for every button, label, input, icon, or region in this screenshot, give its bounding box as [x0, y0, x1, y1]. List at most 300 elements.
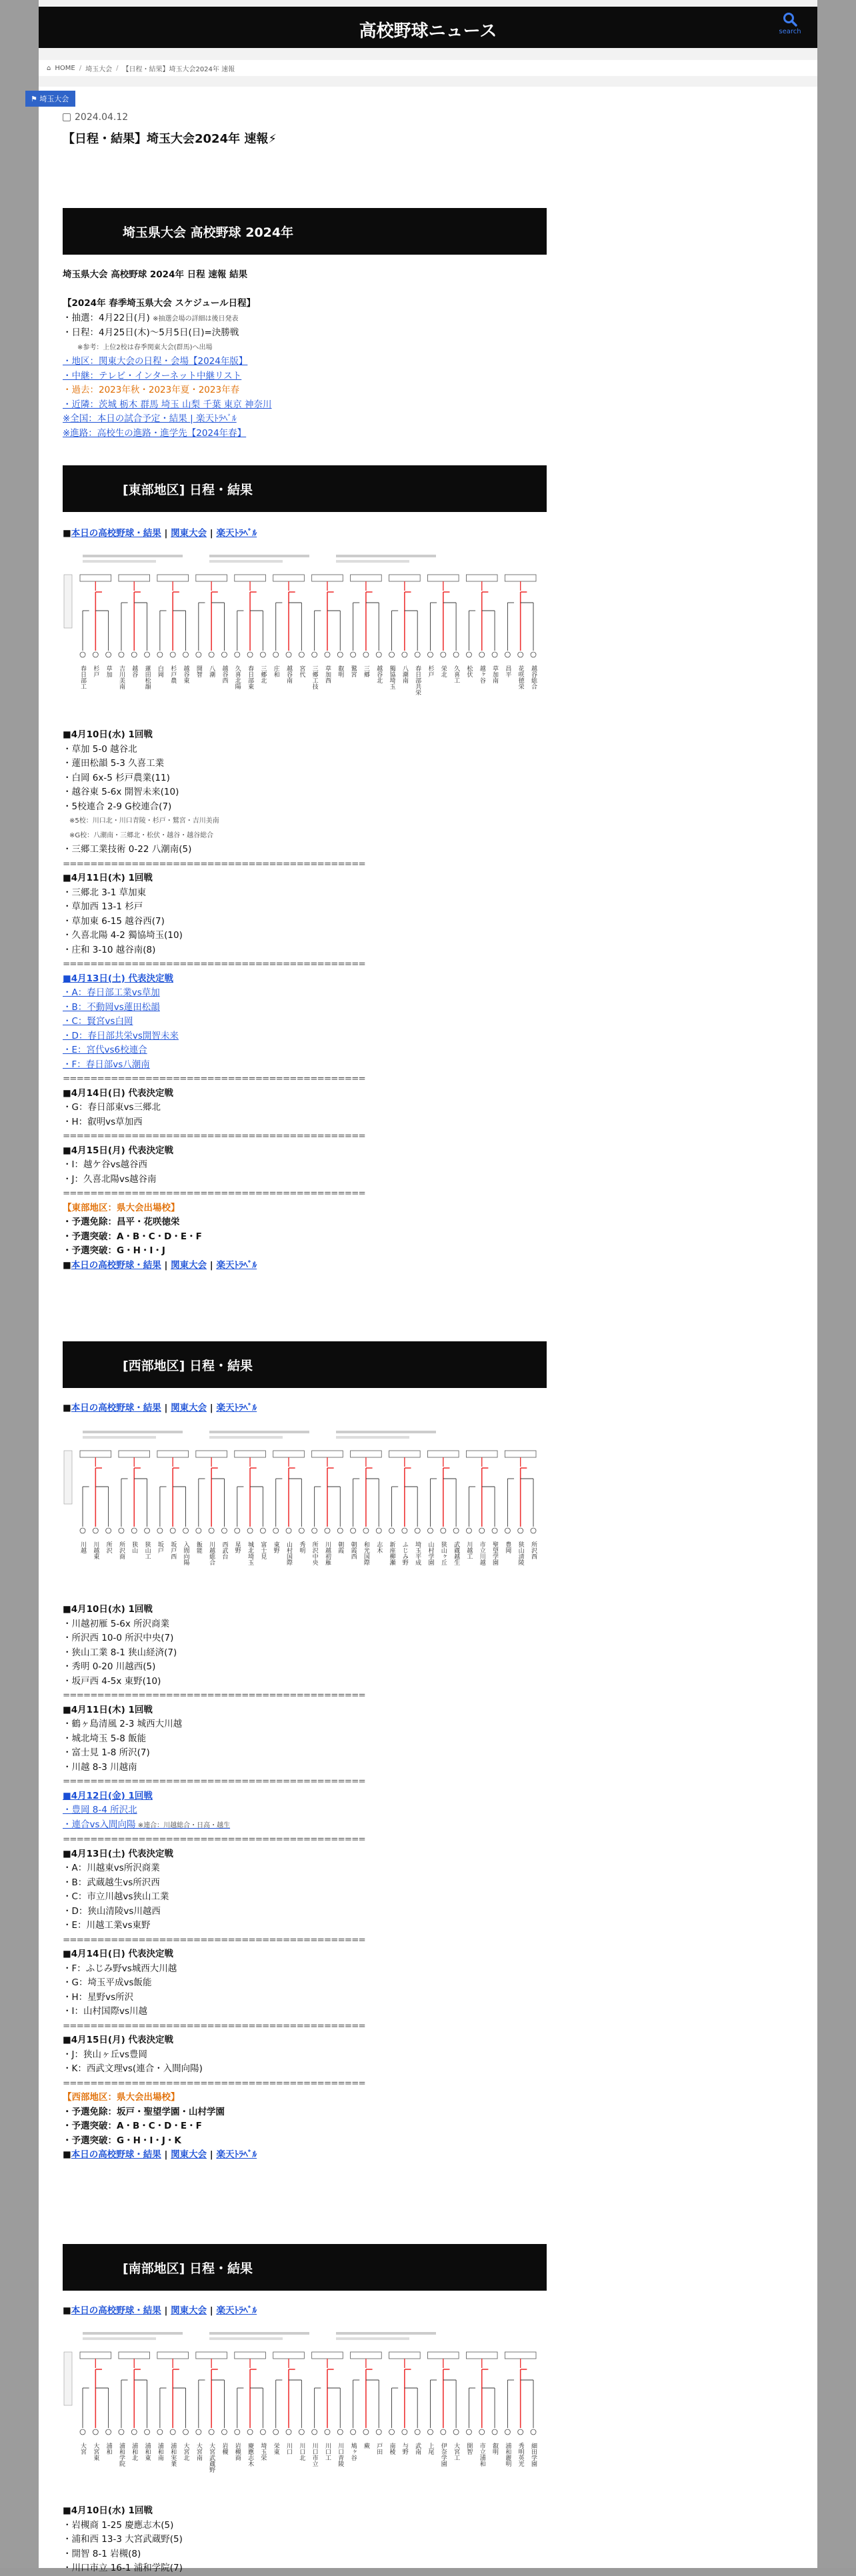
team-name: 入間向陽: [182, 1541, 189, 1565]
team-name: 飯能: [195, 1541, 202, 1553]
bracket-seed-marker: [183, 652, 189, 657]
schedule-day-title: ■4月13日(土) 代表決定戦: [63, 973, 173, 984]
bracket-header-note: [336, 1436, 409, 1439]
bracket-seed-marker: [260, 652, 265, 657]
breadcrumb-current: 【日程・結果】埼玉大会2024年 速報: [122, 65, 235, 73]
bracket-seed-marker: [209, 2429, 214, 2435]
team-name: 越ヶ谷: [478, 665, 485, 683]
link-kanto[interactable]: 関東大会: [171, 528, 207, 539]
bracket-seed-marker: [505, 2429, 510, 2435]
team-name: 蕨: [362, 2443, 369, 2449]
bracket-group-box: [427, 575, 459, 581]
game-result: ・H：星野vs所沢: [63, 1991, 134, 2003]
game-result: ・A：春日部工業vs草加: [63, 987, 160, 998]
team-name: 坂戸: [156, 1541, 163, 1553]
schedule-day-title: ■4月10日(水) 1回戦: [63, 2505, 153, 2516]
team-name: 所沢西: [530, 1541, 537, 1559]
qualifier-line: ・予選免除：昌平・花咲徳栄: [63, 1217, 180, 1227]
bracket-group-box: [389, 1451, 421, 1457]
bracket-seed-marker: [479, 1528, 485, 1533]
home-icon: ⌂: [47, 64, 51, 72]
game-result: ・J：狭山ヶ丘vs豊岡: [63, 2049, 148, 2060]
qualifier-title: 【東部地区：県大会出場校】: [63, 1202, 180, 1213]
bracket-seed-marker: [531, 1528, 536, 1533]
bracket-seed-marker: [453, 652, 459, 657]
bracket-seed-marker: [106, 652, 111, 657]
schedule-day-title: ■4月15日(月) 代表決定戦: [63, 1145, 173, 1156]
bracket-region-label: [64, 2352, 72, 2405]
bracket-seed-marker: [363, 2429, 369, 2435]
game-result: ・川越 8-3 川越南: [63, 1761, 137, 1773]
team-name: 白岡: [156, 665, 163, 677]
tag-icon: ⚑: [31, 95, 40, 103]
bracket-group-box: [119, 2352, 150, 2359]
intro-note: ※抽選会場の詳細は後日発表: [153, 315, 239, 323]
bracket-group-box: [273, 1451, 305, 1457]
team-name: 開智: [465, 2443, 473, 2455]
schedule-title: 【2024年 春季埼玉県大会 スケジュール日程】: [63, 298, 256, 309]
bracket-seed-marker: [260, 2429, 265, 2435]
breadcrumb-category[interactable]: 埼玉大会: [85, 65, 113, 73]
bracket-group-box: [80, 2352, 111, 2359]
bracket-group-box: [196, 575, 227, 581]
section-heading-east: [東部地区] 日程・結果: [63, 465, 547, 512]
bracket-seed-marker: [145, 2429, 150, 2435]
qualifier-line: ・予選免除：坂戸・聖望学園・山村学園: [63, 2106, 225, 2117]
divider: ============================================: [63, 2020, 365, 2031]
bracket-group-box: [80, 575, 111, 581]
bracket-seed-marker: [415, 1528, 420, 1533]
team-name: 久喜工: [453, 665, 460, 683]
bracket-header-note: [209, 555, 309, 557]
game-result: ・D：狭山清陵vs川越西: [63, 1905, 161, 1917]
bracket-seed-marker: [221, 2429, 227, 2435]
bracket-group-box: [119, 575, 150, 581]
article-title: 【日程・結果】埼玉大会2024年 速報⚡: [63, 132, 277, 146]
bracket-seed-marker: [351, 2429, 356, 2435]
intro-block: [63, 268, 569, 441]
team-name: 松伏: [465, 665, 473, 677]
team-name: 杉戸: [92, 665, 99, 677]
left-gutter: [0, 0, 39, 2568]
intro-line-text: ・抽選：4月22日(月): [63, 312, 150, 323]
link-rakuten[interactable]: 楽天ﾄﾗﾍﾞﾙ: [216, 2305, 257, 2316]
bracket-seed-marker: [157, 2429, 163, 2435]
bracket-seed-marker: [389, 1528, 395, 1533]
bracket-seed-marker: [337, 2429, 343, 2435]
team-name: 埼玉栄: [259, 2443, 267, 2461]
schedule-day-title: ■4月14日(日) 代表決定戦: [63, 1949, 173, 1959]
team-name: 三郷工技: [311, 665, 318, 689]
team-name: 山村学園: [427, 1541, 434, 1565]
team-name: 浦和: [105, 2443, 112, 2455]
team-name: 狭山: [131, 1541, 138, 1553]
section-heading-south: [南部地区] 日程・結果: [63, 2244, 547, 2291]
team-name: 春日部東: [247, 665, 254, 689]
bracket-group-box: [273, 575, 305, 581]
link-kanto[interactable]: 関東大会: [171, 1403, 207, 1413]
game-result: ・川口市立 16-1 浦和学院(7): [63, 2563, 183, 2573]
team-name: 浦和南: [156, 2443, 163, 2461]
bracket-group-box: [312, 575, 343, 581]
bracket-seed-marker: [363, 652, 369, 657]
divider: ============================================: [63, 1690, 365, 1701]
game-result: ・F：ふじみ野vs城西大川越: [63, 1963, 177, 1974]
team-name: 川越総合: [208, 1541, 215, 1565]
bracket-seed-marker: [453, 2429, 459, 2435]
team-name: 戸田: [375, 2443, 383, 2455]
search-icon: [783, 12, 797, 27]
bracket-group-box: [80, 1451, 111, 1457]
team-name: 城北埼玉: [247, 1541, 254, 1565]
team-name: 川口: [285, 2443, 293, 2455]
bracket-header-note: [336, 560, 409, 563]
team-name: 花咲徳栄: [517, 665, 524, 689]
game-result: ・E：川越工業vs東野: [63, 1920, 151, 1931]
right-gutter: [817, 0, 856, 2568]
bracket-seed-marker: [235, 652, 240, 657]
schedule-day-title: ■4月10日(水) 1回戦: [63, 1604, 153, 1615]
team-name: 岩槻: [221, 2443, 228, 2455]
team-name: 杉戸: [427, 665, 434, 677]
link-today[interactable]: 本日の高校野球・結果: [71, 1259, 161, 1271]
bracket-seed-marker: [221, 652, 227, 657]
team-name: 浦和北: [131, 2443, 138, 2461]
bracket-seed-marker: [427, 2429, 433, 2435]
quick-links: ■本日の高校野球・結果 | 関東大会 | 楽天ﾄﾗﾍﾞﾙ: [63, 2149, 257, 2160]
bracket-seed-marker: [337, 1528, 343, 1533]
team-name: 春日部工: [79, 665, 86, 689]
team-name: 越谷: [131, 665, 138, 677]
team-name: 川口北: [298, 2443, 305, 2461]
game-result: ・連合vs入間向陽 ※連合：川越総合・日高・越生: [63, 1819, 231, 1830]
bracket-seed-marker: [286, 652, 291, 657]
link-rakuten[interactable]: 楽天ﾄﾗﾍﾞﾙ: [216, 2149, 257, 2160]
team-name: 志木: [375, 1541, 383, 1553]
bracket-seed-marker: [492, 652, 497, 657]
game-note: ※5校：川口北・川口青陵・杉戸・鷲宮・吉川美南: [69, 817, 219, 825]
bracket-group-box: [119, 1451, 150, 1457]
bracket-seed-marker: [93, 2429, 98, 2435]
team-name: 越谷南: [285, 665, 293, 683]
team-name: 叡明: [491, 2443, 499, 2455]
calendar-icon: [63, 113, 71, 121]
bracket-seed-marker: [518, 1528, 523, 1533]
team-name: 浦和学院: [117, 2443, 125, 2467]
game-result: ・浦和西 13-3 大宮武蔵野(5): [63, 2534, 183, 2545]
bracket-header-note: [83, 1431, 183, 1433]
team-name: 川越工: [465, 1541, 473, 1559]
bracket-seed-marker: [402, 1528, 407, 1533]
bracket-group-box: [389, 2352, 421, 2359]
bracket-header-note: [209, 1436, 283, 1439]
bracket-header-note: [83, 2337, 156, 2340]
bracket-seed-marker: [325, 1528, 330, 1533]
bracket-header-note: [209, 1431, 309, 1433]
site-title[interactable]: 高校野球ニュース: [359, 21, 497, 41]
bracket-group-box: [312, 2352, 343, 2359]
bracket-header-note: [209, 2337, 283, 2340]
game-result: ・三郷工業技術 0-22 八潮南(5): [63, 844, 192, 855]
team-name: 久喜北陽: [233, 665, 241, 689]
bracket-seed-marker: [299, 652, 304, 657]
quick-links: ■本日の高校野球・結果 | 関東大会 | 楽天ﾄﾗﾍﾞﾙ: [63, 1259, 257, 1271]
team-name: 岩槻商: [233, 2443, 241, 2461]
team-name: 朝霞西: [349, 1541, 357, 1559]
game-result: ・B：武蔵越生vs所沢西: [63, 1877, 160, 1888]
game-result: ・富士見 1-8 所沢(7): [63, 1747, 150, 1758]
quick-links: ■本日の高校野球・結果 | 関東大会 | 楽天ﾄﾗﾍﾞﾙ: [63, 528, 257, 539]
game-result: ・草加 5-0 越谷北: [63, 743, 137, 755]
bracket-group-box: [312, 1451, 343, 1457]
intro-link[interactable]: ・過去：2023年秋・2023年夏・2023年春: [63, 385, 240, 395]
bracket-seed-marker: [80, 652, 85, 657]
west-schedule: [63, 1603, 569, 2163]
team-name: 越谷東: [182, 665, 189, 683]
team-name: 市立浦和: [478, 2443, 485, 2467]
bracket-seed-marker: [505, 1528, 510, 1533]
team-name: 春日部共栄: [414, 665, 421, 695]
team-name: 和光国際: [362, 1541, 369, 1565]
team-name: 八潮南: [401, 665, 408, 683]
bracket-seed-marker: [286, 1528, 291, 1533]
qualifier-line: ・予選突破：A・B・C・D・E・F: [63, 2121, 202, 2131]
game-result: ・庄和 3-10 越谷南(8): [63, 944, 156, 955]
game-note: ※G校：八潮南・三郷北・松伏・越谷・越谷総合: [69, 831, 214, 839]
bracket-seed-marker: [299, 1528, 304, 1533]
team-name: 新座柳瀬: [388, 1541, 395, 1565]
bracket-seed-marker: [260, 1528, 265, 1533]
game-result: ・E：宮代vs6校連合: [63, 1045, 147, 1055]
bracket-seed-marker: [119, 652, 124, 657]
team-name: 庄和: [272, 665, 279, 677]
bracket-seed-marker: [427, 1528, 433, 1533]
bracket-seed-marker: [196, 2429, 201, 2435]
game-result: ・白岡 6x-5 杉戸農業(11): [63, 772, 170, 783]
bracket-region-label: [64, 575, 72, 628]
divider: ============================================: [63, 2077, 365, 2089]
team-name: 開智: [195, 665, 202, 677]
bracket-group-box: [273, 2352, 305, 2359]
bracket-group-box: [389, 575, 421, 581]
game-result: ・G：春日部東vs三郷北: [63, 1102, 161, 1113]
bracket-group-box: [466, 2352, 497, 2359]
intro-lead: 埼玉県大会 高校野球 2024年 日程 速報 結果: [63, 269, 248, 280]
team-name: 狭山清陵: [517, 1541, 524, 1565]
game-result: ・久喜北陽 4-2 獨協埼玉(10): [63, 930, 183, 941]
team-name: 越谷西: [221, 665, 228, 683]
schedule-day-title: ■4月11日(木) 1回戦: [63, 873, 153, 883]
bracket-seed-marker: [531, 2429, 536, 2435]
bracket-seed-marker: [131, 652, 137, 657]
bracket-seed-marker: [170, 2429, 175, 2435]
team-name: 南稜: [388, 2443, 395, 2455]
team-name: 浦和麗明: [504, 2443, 511, 2467]
game-result: ・I：越ケ谷vs越谷西: [63, 1159, 148, 1170]
link-today[interactable]: 本日の高校野球・結果: [71, 2149, 161, 2160]
game-result: ・坂戸西 4-5x 東野(10): [63, 1675, 161, 1687]
team-name: 市立川越: [478, 1541, 485, 1565]
bracket-group-box: [505, 2352, 536, 2359]
team-name: 所沢中央: [311, 1541, 318, 1565]
team-name: 大宮東: [92, 2443, 99, 2461]
team-name: 草加南: [491, 665, 499, 683]
bracket-group-box: [196, 2352, 227, 2359]
team-name: 浦和東: [143, 2443, 151, 2461]
game-result: ・B：不動岡vs蓮田松韻: [63, 1001, 160, 1013]
link-rakuten[interactable]: 楽天ﾄﾗﾍﾞﾙ: [216, 1259, 257, 1271]
team-name: 栄北: [439, 665, 447, 677]
quick-links: ■本日の高校野球・結果 | 関東大会 | 楽天ﾄﾗﾍﾞﾙ: [63, 1403, 257, 1413]
bracket-seed-marker: [145, 652, 150, 657]
bracket-seed-marker: [518, 2429, 523, 2435]
team-name: 埼玉平成: [414, 1541, 421, 1565]
team-name: 八潮: [208, 665, 215, 677]
divider: ============================================: [63, 858, 365, 869]
bracket-seed-marker: [466, 1528, 471, 1533]
team-name: 大宮南: [195, 2443, 202, 2461]
search-button[interactable]: [773, 12, 807, 35]
bracket-seed-marker: [80, 2429, 85, 2435]
bracket-seed-marker: [247, 1528, 253, 1533]
game-result: ・蓮田松韻 5-3 久喜工業: [63, 758, 165, 769]
divider: ============================================: [63, 1776, 365, 1787]
intro-link[interactable]: ※全国：本日の試合予定・結果 | 楽天ﾄﾗﾍﾞﾙ: [63, 413, 237, 424]
game-result: ・C：賢宮vs白岡: [63, 1016, 133, 1027]
bracket-group-box: [235, 1451, 266, 1457]
category-tag-label: 埼玉大会: [39, 95, 69, 103]
bracket-seed-marker: [247, 652, 253, 657]
team-name: 富士見: [259, 1541, 267, 1559]
team-name: 獨協埼玉: [388, 665, 395, 689]
bracket-seed-marker: [170, 1528, 175, 1533]
bracket-group-box: [351, 1451, 382, 1457]
team-name: 浦和実業: [169, 2443, 177, 2467]
page-body: [31, 0, 817, 2573]
team-name: 東野: [272, 1541, 279, 1553]
team-name: 慶應志木: [247, 2443, 254, 2467]
bracket-group-box: [466, 1451, 497, 1457]
game-result: ・草加東 6-15 越谷西(7): [63, 915, 165, 927]
team-name: 叡明: [337, 665, 344, 677]
link-rakuten[interactable]: 楽天ﾄﾗﾍﾞﾙ: [216, 528, 257, 539]
link-kanto[interactable]: 関東大会: [171, 2305, 207, 2316]
schedule-day-title: ■4月12日(金) 1回戦: [63, 1790, 153, 1801]
bracket-seed-marker: [376, 1528, 381, 1533]
team-name: 川口市立: [311, 2443, 318, 2467]
bracket-group-box: [196, 1451, 227, 1457]
bracket-seed-marker: [286, 2429, 291, 2435]
team-name: 豊岡: [504, 1541, 511, 1553]
south-links: [63, 2304, 569, 2319]
schedule-day-title: ■4月11日(木) 1回戦: [63, 1704, 153, 1715]
link-today[interactable]: 本日の高校野球・結果: [71, 528, 161, 539]
bracket-seed-marker: [235, 1528, 240, 1533]
intro-link[interactable]: ・地区：関東大会の日程・会場【2024年版】: [63, 356, 248, 367]
bracket-seed-marker: [93, 1528, 98, 1533]
bracket-seed-marker: [479, 2429, 485, 2435]
team-name: 越谷総合: [530, 665, 537, 689]
intro-link[interactable]: ※進路：高校生の進路・進学先【2024年春】: [63, 427, 247, 439]
bracket-seed-marker: [466, 2429, 471, 2435]
south-schedule: [63, 2504, 569, 2576]
bracket-seed-marker: [145, 1528, 150, 1533]
team-name: 朝霞: [337, 1541, 344, 1553]
west-bracket: [63, 1427, 547, 1593]
bracket-header-note: [336, 2337, 409, 2340]
link-today[interactable]: 本日の高校野球・結果: [71, 2305, 161, 2316]
bracket-group-box: [505, 575, 536, 581]
bracket-seed-marker: [492, 2429, 497, 2435]
game-result: ・鶴ヶ島清風 2-3 城西大川越: [63, 1719, 183, 1729]
bracket-seed-marker: [415, 652, 420, 657]
game-result: ・G：埼玉平成vs飯能: [63, 1977, 152, 1988]
team-name: 宮代: [298, 665, 305, 677]
link-rakuten[interactable]: 楽天ﾄﾗﾍﾞﾙ: [216, 1403, 257, 1413]
team-name: 越谷北: [375, 665, 383, 683]
link-today[interactable]: 本日の高校野球・結果: [71, 1403, 161, 1413]
team-name: 三郷: [362, 665, 369, 677]
bracket-seed-marker: [312, 652, 317, 657]
bracket-seed-marker: [337, 652, 343, 657]
game-result: ・越谷東 5-6x 開智未来(10): [63, 787, 179, 797]
intro-link[interactable]: ・近隣：茨城 栃木 群馬 埼玉 山梨 千葉 東京 神奈川: [63, 399, 272, 410]
bracket-seed-marker: [441, 1528, 446, 1533]
bracket-seed-marker: [106, 2429, 111, 2435]
category-tag[interactable]: [25, 91, 75, 107]
team-name: 大宮北: [182, 2443, 189, 2461]
link-kanto[interactable]: 関東大会: [171, 1259, 207, 1271]
section-heading-intro: 埼玉県大会 高校野球 2024年: [63, 208, 547, 255]
divider: ============================================: [63, 1131, 365, 1141]
post-date-text: 2024.04.12: [75, 112, 129, 123]
east-links: [63, 527, 569, 541]
intro-line: ・日程：4月25日(木)〜5月5日(日)=決勝戦: [63, 327, 239, 338]
bracket-seed-marker: [209, 652, 214, 657]
bracket-seed-marker: [479, 652, 485, 657]
bracket-group-box: [351, 575, 382, 581]
link-kanto[interactable]: 関東大会: [171, 2149, 207, 2160]
divider: ============================================: [63, 1834, 365, 1845]
bracket-seed-marker: [119, 1528, 124, 1533]
bracket-seed-marker: [389, 652, 395, 657]
intro-link[interactable]: ・中継：テレビ・インターネット中継リスト: [63, 370, 242, 381]
section-heading-west: [西部地区] 日程・結果: [63, 1341, 547, 1388]
bracket-header-note: [209, 2332, 309, 2335]
schedule-day-title: ■4月13日(土) 代表決定戦: [63, 1848, 173, 1859]
team-name: 細田学園: [530, 2443, 537, 2467]
team-name: 狭山工: [143, 1541, 151, 1559]
bracket-seed-marker: [312, 2429, 317, 2435]
team-name: 吉川美南: [117, 665, 125, 689]
schedule-day-title: ■4月15日(月) 代表決定戦: [63, 2035, 173, 2045]
breadcrumb-home[interactable]: HOME: [55, 64, 75, 72]
bracket-seed-marker: [157, 652, 163, 657]
team-name: 武蔵越生: [453, 1541, 460, 1565]
team-name: 大宮: [79, 2443, 86, 2455]
team-name: 川越東: [92, 1541, 99, 1559]
qualifier-line: ・予選突破：G・H・I・J: [63, 1245, 165, 1256]
bracket-group-box: [157, 1451, 189, 1457]
bracket-header-note: [83, 560, 156, 563]
game-result: ・5校連合 2-9 G校連合(7): [63, 801, 172, 812]
bracket-seed-marker: [402, 652, 407, 657]
qualifier-line: ・予選突破：G・H・I・J・K: [63, 2135, 181, 2146]
bracket-header-note: [209, 560, 283, 563]
bracket-seed-marker: [80, 1528, 85, 1533]
game-result: ・川越初雁 5-6x 所沢商業: [63, 1618, 170, 1629]
bracket-seed-marker: [427, 652, 433, 657]
